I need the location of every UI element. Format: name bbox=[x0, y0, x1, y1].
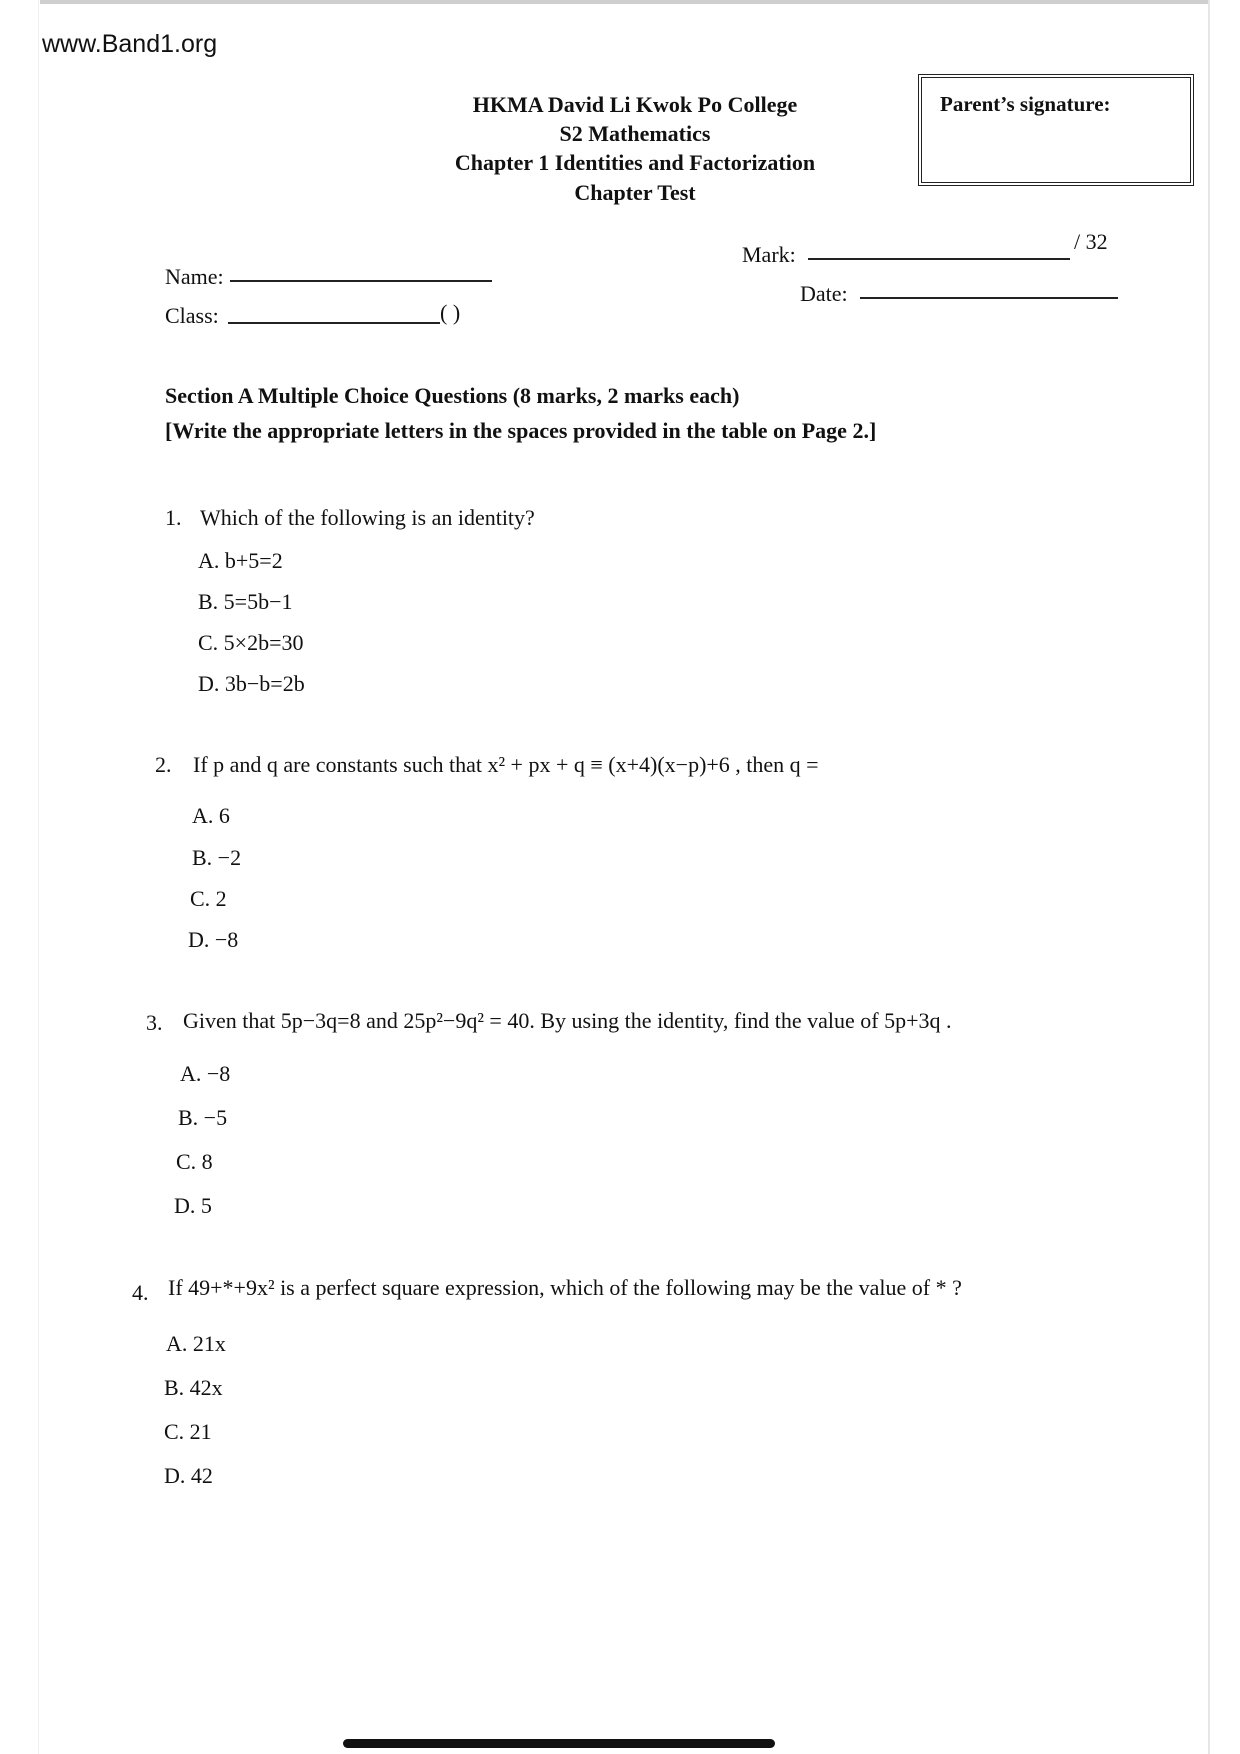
question-1-number: 1. bbox=[165, 505, 182, 530]
question-3-option: A. −8 bbox=[180, 1061, 231, 1086]
question-1-text: Which of the following is an identity? bbox=[200, 505, 535, 530]
question-3-text: Given that 5p−3q=8 and 25p²−9q² = 40. By using the identity, find the value of 5p+3q . bbox=[183, 1008, 952, 1033]
question-4-number: 4. bbox=[132, 1280, 149, 1305]
question-3-option: B. −5 bbox=[178, 1105, 228, 1130]
name-field[interactable] bbox=[230, 280, 492, 282]
question-1-option: B. 5=5b−1 bbox=[198, 589, 293, 614]
question-1-option: C. 5×2b=30 bbox=[198, 630, 304, 655]
question-1-option: D. 3b−b=2b bbox=[198, 671, 305, 696]
question-4-option: D. 42 bbox=[164, 1463, 213, 1488]
top-border bbox=[40, 0, 1210, 4]
question-4-text: If 49+*+9x² is a perfect square expression, which of the following may be the value of * ? bbox=[168, 1275, 962, 1300]
mark-label: Mark: bbox=[742, 242, 796, 267]
subject: S2 Mathematics bbox=[559, 121, 711, 146]
question-3-option: C. 8 bbox=[176, 1149, 213, 1174]
question-3-option: D. 5 bbox=[174, 1193, 212, 1218]
school-name: HKMA David Li Kwok Po College bbox=[472, 92, 798, 117]
section-instruction: [Write the appropriate letters in the spaces provided in the table on Page 2.] bbox=[165, 418, 877, 443]
question-4-option: C. 21 bbox=[164, 1419, 212, 1444]
right-edge bbox=[1208, 0, 1210, 1754]
test-title: Chapter Test bbox=[574, 180, 696, 205]
mark-total: / 32 bbox=[1074, 229, 1108, 254]
date-field[interactable] bbox=[860, 297, 1118, 299]
signature-label: Parent’s signature: bbox=[940, 92, 1111, 116]
question-2-option: A. 6 bbox=[192, 803, 230, 828]
question-2-option: D. −8 bbox=[188, 927, 239, 952]
question-1-option: A. b+5=2 bbox=[198, 548, 283, 573]
class-label: Class: bbox=[165, 303, 219, 328]
date-label: Date: bbox=[800, 281, 848, 306]
question-4-option: B. 42x bbox=[164, 1375, 223, 1400]
name-label: Name: bbox=[165, 264, 224, 289]
question-4-option: A. 21x bbox=[166, 1331, 226, 1356]
home-indicator-bar[interactable] bbox=[343, 1739, 775, 1748]
parent-signature-box[interactable] bbox=[918, 74, 1194, 186]
question-2-option: B. −2 bbox=[192, 845, 242, 870]
left-edge bbox=[38, 0, 39, 1754]
watermark-text: www.Band1.org bbox=[42, 30, 218, 58]
class-field[interactable] bbox=[228, 322, 440, 324]
question-2-text: If p and q are constants such that x² + px + q ≡ (x+4)(x−p)+6 , then q = bbox=[193, 752, 819, 777]
question-2-option: C. 2 bbox=[190, 886, 227, 911]
mark-field[interactable] bbox=[808, 258, 1070, 260]
question-2-number: 2. bbox=[155, 752, 172, 777]
class-number: ( ) bbox=[440, 300, 461, 325]
section-title: Section A Multiple Choice Questions (8 marks, 2 marks each) bbox=[165, 383, 740, 408]
question-3-number: 3. bbox=[146, 1010, 163, 1035]
chapter-title: Chapter 1 Identities and Factorization bbox=[454, 150, 816, 175]
